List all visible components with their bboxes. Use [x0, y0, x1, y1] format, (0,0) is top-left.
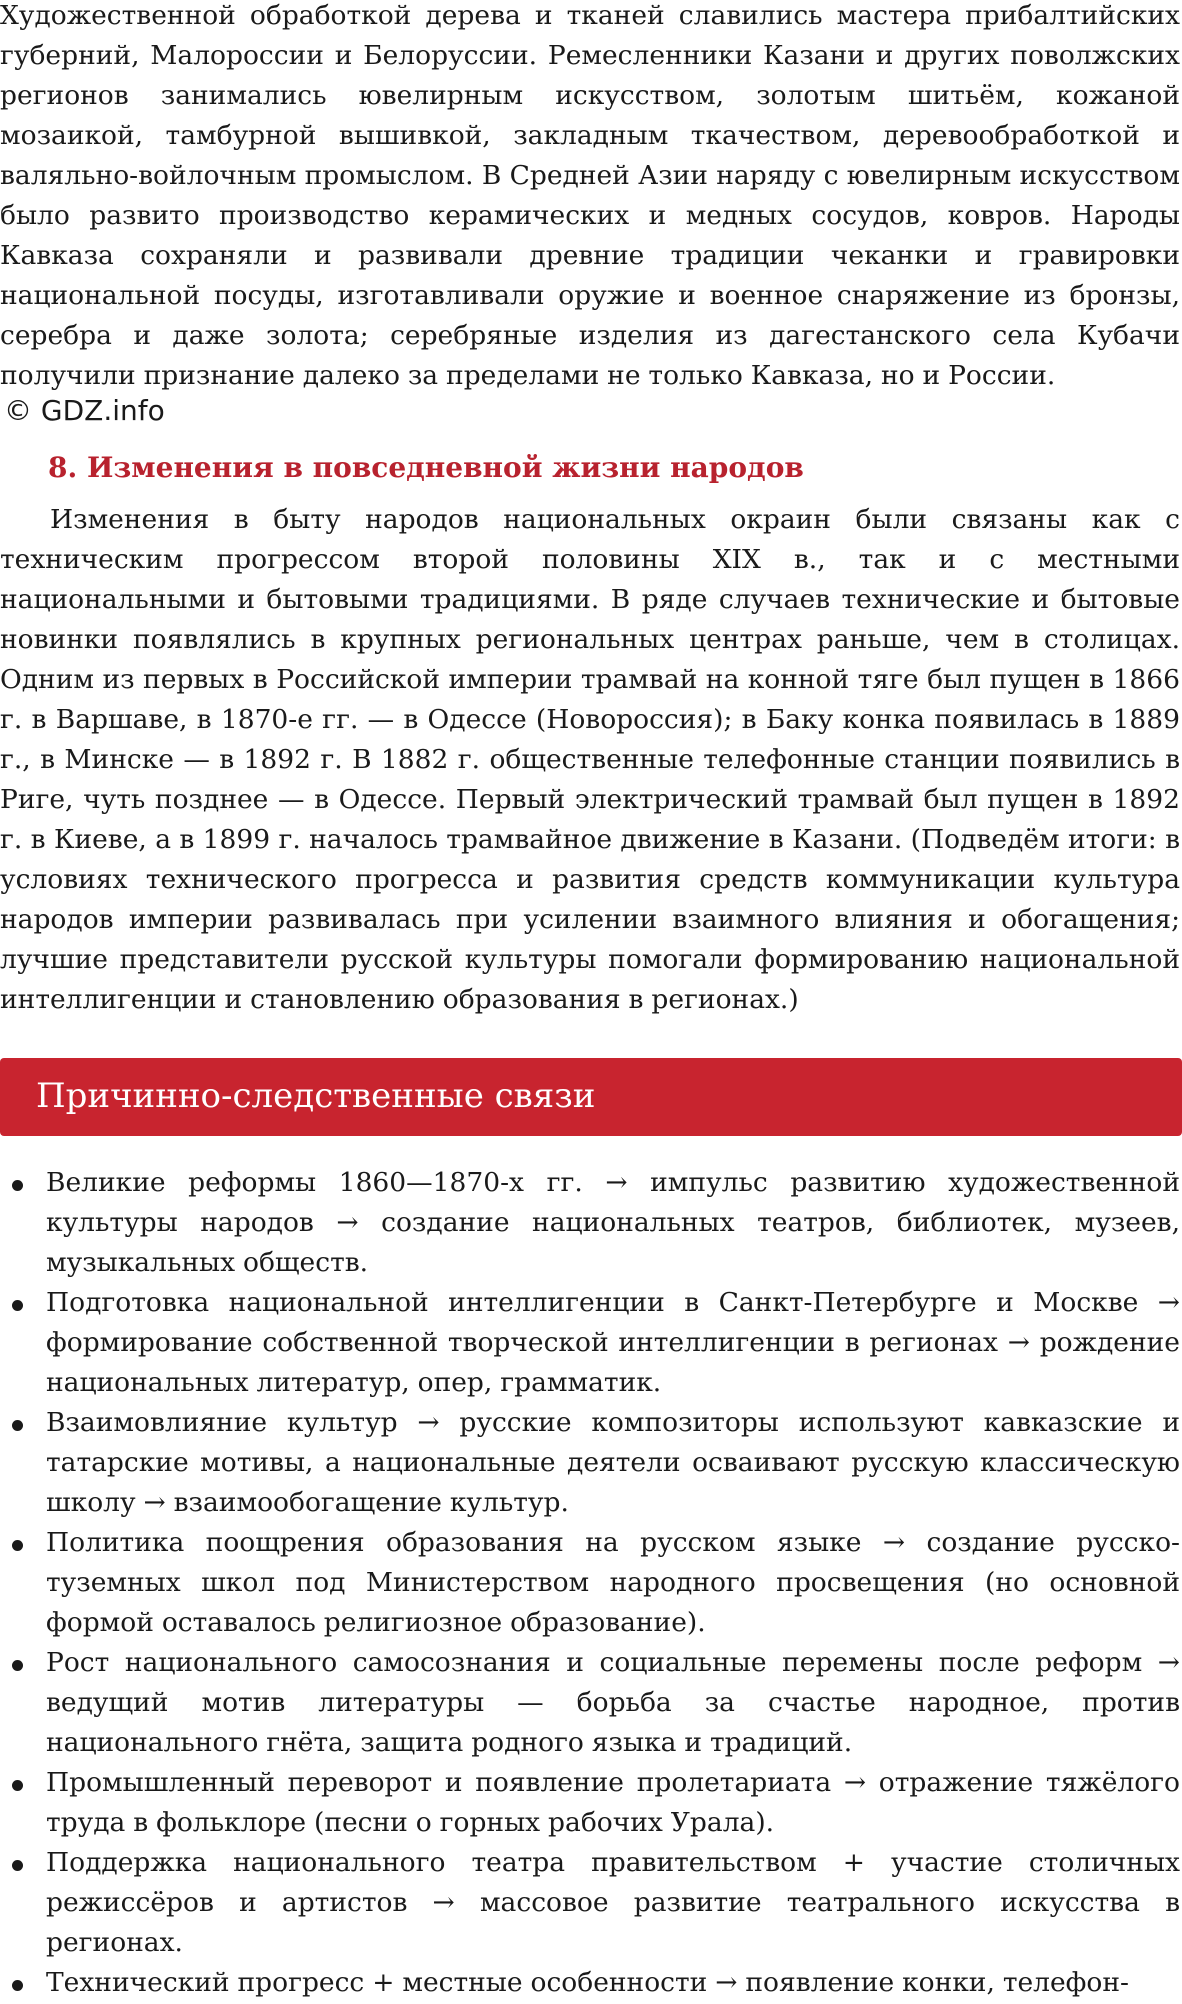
bullet-dot-icon [12, 1540, 23, 1551]
list-item-text: Подготовка национальной интеллигенции в Санкт-Петербурге и Москве → формирование собственной творческой интеллигенции в регионах → рождение национальных литератур, опер, грамматик. [46, 1287, 1180, 1398]
bullet-dot-icon [12, 1860, 23, 1871]
list-item-text: Промышленный переворот и появление пролетариата → отражение тяжёлого труда в фольклоре (песни о горных рабочих Урала). [46, 1767, 1180, 1838]
list-item [0, 1283, 1180, 1403]
list-item [0, 1403, 1180, 1523]
list-item [0, 1843, 1180, 1963]
list-item-text: Взаимовлияние культур → русские композиторы используют кавказские и татарские мотивы, а национальные деятели осваивают русскую классическую школу → взаимообогащение культур. [46, 1407, 1180, 1518]
causal-links-title: Причинно-следственные связи [36, 1076, 596, 1116]
list-item-text: Великие реформы 1860—1870-х гг. → импульс развитию художественной культуры народов → создание национальных театров, библиотек, музеев, музыкальных обществ. [46, 1167, 1180, 1278]
causal-links-banner [0, 1058, 1182, 1136]
bullet-dot-icon [12, 1780, 23, 1791]
list-item [0, 1163, 1180, 1283]
intro-paragraph: Художественной обработкой дерева и тканей славились мастера прибалтийских губерний, Малороссии и Белоруссии. Ремесленники Казани и других поволжских регионов занимались ювелирным искусством, золотым шитьём, кожаной мозаикой, тамбурной вышивкой, закладным ткачеством, деревообработкой и валяльно-войлочным промыслом. В Средней Азии наряду с ювелирным искусством было развито производство керамических и медных сосудов, ковров. Народы Кавказа сохраняли и развивали древние традиции чеканки и гравировки национальной посуды, изготавливали оружие и военное снаряжение из бронзы, серебра и даже золота; серебряные изделия из дагестанского села Кубачи получили признание далеко за пределами не только Кавказа, но и России. [0, 0, 1180, 391]
list-item-text: Поддержка национального театра правительством + участие столичных режиссёров и артистов → массовое развитие театрального искусства в регионах. [46, 1847, 1180, 1958]
bullet-dot-icon [12, 1420, 23, 1431]
section-paragraph: Изменения в быту народов национальных окраин были связаны как с техническим прогрессом второй половины XIX в., так и с местными национальными и бытовыми традициями. В ряде случаев технические и бытовые новинки появлялись в крупных региональных центрах раньше, чем в столицах. Одним из первых в Российской империи трамвай на конной тяге был пущен в 1866 г. в Варшаве, в 1870-е гг. — в Одессе (Новороссия); в Баку конка появилась в 1889 г., в Минске — в 1892 г. В 1882 г. общественные телефонные станции появились в Риге, чуть позднее — в Одессе. Первый электрический трамвай был пущен в 1892 г. в Киеве, а в 1899 г. началось трамвайное движение в Казани. (Подведём итоги: в условиях технического прогресса и развития средств коммуникации культура народов империи развивалась при усилении взаимного влияния и обогащения; лучшие представители русской культуры помогали формированию национальной интеллигенции и становлению образования в регионах.) [0, 504, 1180, 1015]
list-item [0, 1523, 1180, 1643]
bullet-dot-icon [12, 1660, 23, 1671]
section-heading: 8. Изменения в повседневной жизни народов [48, 451, 804, 484]
source-credit: © GDZ.info [4, 394, 165, 427]
list-item-text: Рост национального самосознания и социальные перемены после реформ → ведущий мотив литературы — борьба за счастье народное, против национального гнёта, защита родного языка и традиций. [46, 1647, 1180, 1758]
list-item [0, 1763, 1180, 1843]
bullet-dot-icon [12, 1180, 23, 1191]
causal-links-list [0, 1163, 1180, 2003]
list-item-text: Политика поощрения образования на русском языке → создание русско-туземных школ под Министерством народного просвещения (но основной формой оставалось религиозное образование). [46, 1527, 1180, 1638]
list-item [0, 1963, 1180, 2003]
list-item [0, 1643, 1180, 1763]
bullet-dot-icon [12, 1300, 23, 1311]
bullet-dot-icon [12, 1980, 23, 1991]
list-item-text: Технический прогресс + местные особенности → появление конки, телефон- [46, 1967, 1129, 1998]
